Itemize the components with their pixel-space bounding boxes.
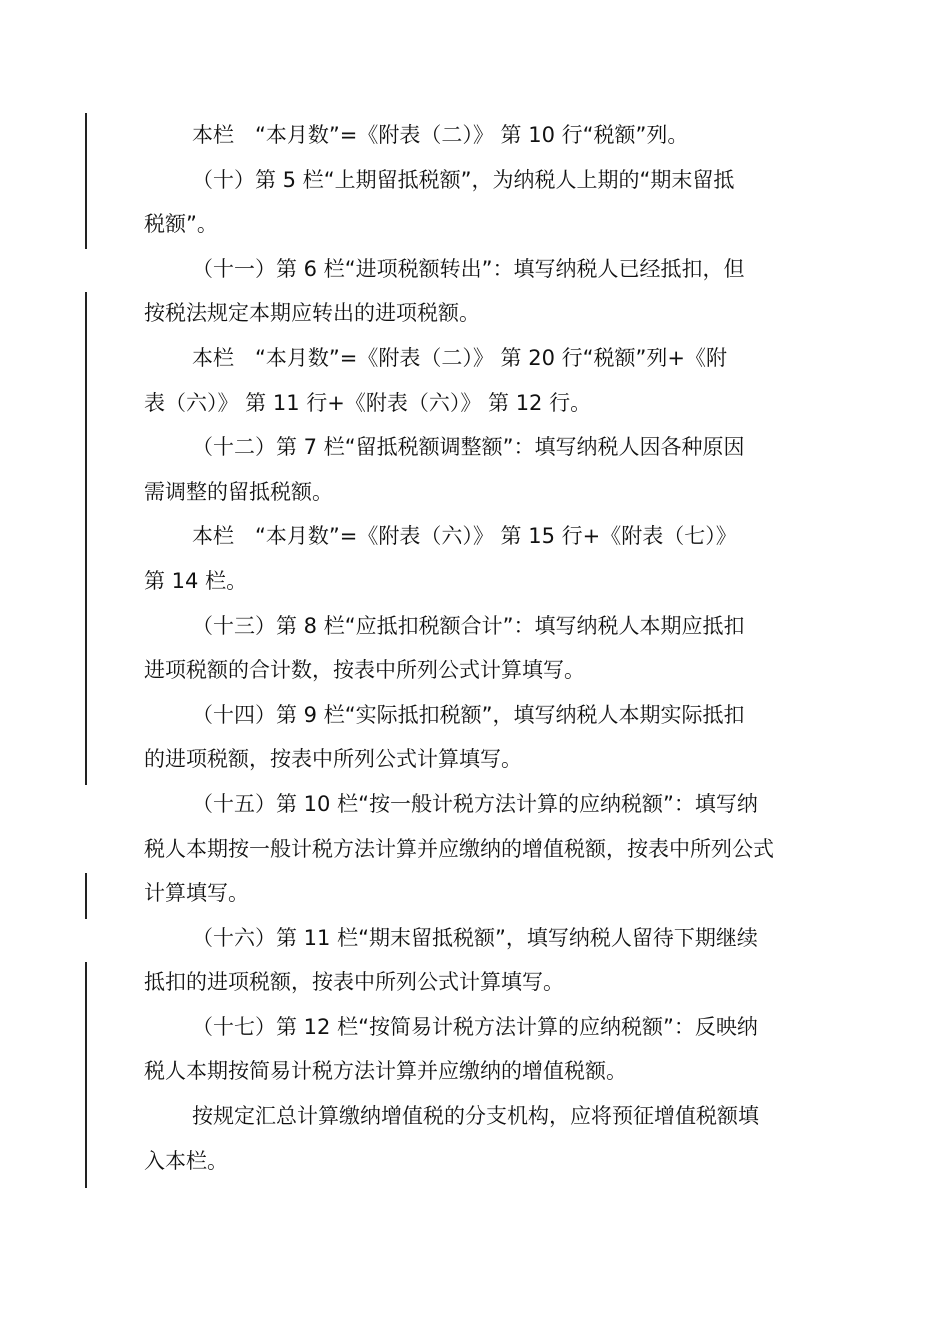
text-line: 税额”。 (144, 212, 218, 237)
paragraph (144, 113, 809, 158)
paragraph (144, 336, 809, 425)
text-line: 的进项税额，按表中所列公式计算填写。 (144, 747, 522, 772)
text-line: 税人本期按简易计税方法计算并应缴纳的增值税额。 (144, 1059, 627, 1084)
text-line: 按规定汇总计算缴纳增值税的分支机构，应将预征增值税额填 (192, 1104, 759, 1129)
text-line: 税人本期按一般计税方法计算并应缴纳的增值税额，按表中所列公式 (144, 836, 774, 861)
text-line: （十六）第 11 栏“期末留抵税额”，填写纳税人留待下期继续 (192, 925, 758, 950)
document-body (144, 113, 809, 1183)
text-line: 入本栏。 (144, 1148, 228, 1173)
paragraph (144, 158, 809, 247)
text-line: 抵扣的进项税额，按表中所列公式计算填写。 (144, 970, 564, 995)
paragraph (144, 916, 809, 1005)
text-line: 本栏 “本月数”=《附表（六）》 第 15 行+《附表（七）》 (192, 524, 737, 549)
paragraph (144, 693, 809, 782)
text-line: 需调整的留抵税额。 (144, 479, 333, 504)
text-line: 本栏 “本月数”=《附表（二）》 第 10 行“税额”列。 (192, 123, 689, 147)
revision-bar (85, 962, 87, 1188)
text-line: （十二）第 7 栏“留抵税额调整额”：填写纳税人因各种原因 (192, 435, 745, 460)
paragraph (144, 604, 809, 693)
paragraph (144, 425, 809, 514)
paragraph (144, 1005, 809, 1094)
text-line: （十四）第 9 栏“实际抵扣税额”，填写纳税人本期实际抵扣 (192, 702, 745, 727)
text-line: 表（六）》 第 11 行+《附表（六）》 第 12 行。 (144, 390, 592, 415)
paragraph (144, 782, 809, 916)
revision-bar (85, 292, 87, 785)
revision-bar (85, 113, 87, 249)
revision-bar (85, 873, 87, 919)
text-line: 本栏 “本月数”=《附表（二）》 第 20 行“税额”列+《附 (192, 345, 727, 370)
text-line: 计算填写。 (144, 881, 249, 906)
text-line: 第 14 栏。 (144, 568, 248, 593)
paragraph (144, 247, 809, 336)
text-line: （十三）第 8 栏“应抵扣税额合计”：填写纳税人本期应抵扣 (192, 613, 745, 638)
text-line: 进项税额的合计数，按表中所列公式计算填写。 (144, 658, 585, 683)
text-line: （十）第 5 栏“上期留抵税额”，为纳税人上期的“期末留抵 (192, 167, 735, 192)
paragraph (144, 1094, 809, 1183)
text-line: （十五）第 10 栏“按一般计税方法计算的应纳税额”：填写纳 (192, 791, 758, 816)
text-line: 按税法规定本期应转出的进项税额。 (144, 301, 480, 326)
text-line: （十一）第 6 栏“进项税额转出”：填写纳税人已经抵扣，但 (192, 256, 745, 281)
text-line: （十七）第 12 栏“按简易计税方法计算的应纳税额”：反映纳 (192, 1014, 758, 1039)
paragraph (144, 514, 809, 603)
